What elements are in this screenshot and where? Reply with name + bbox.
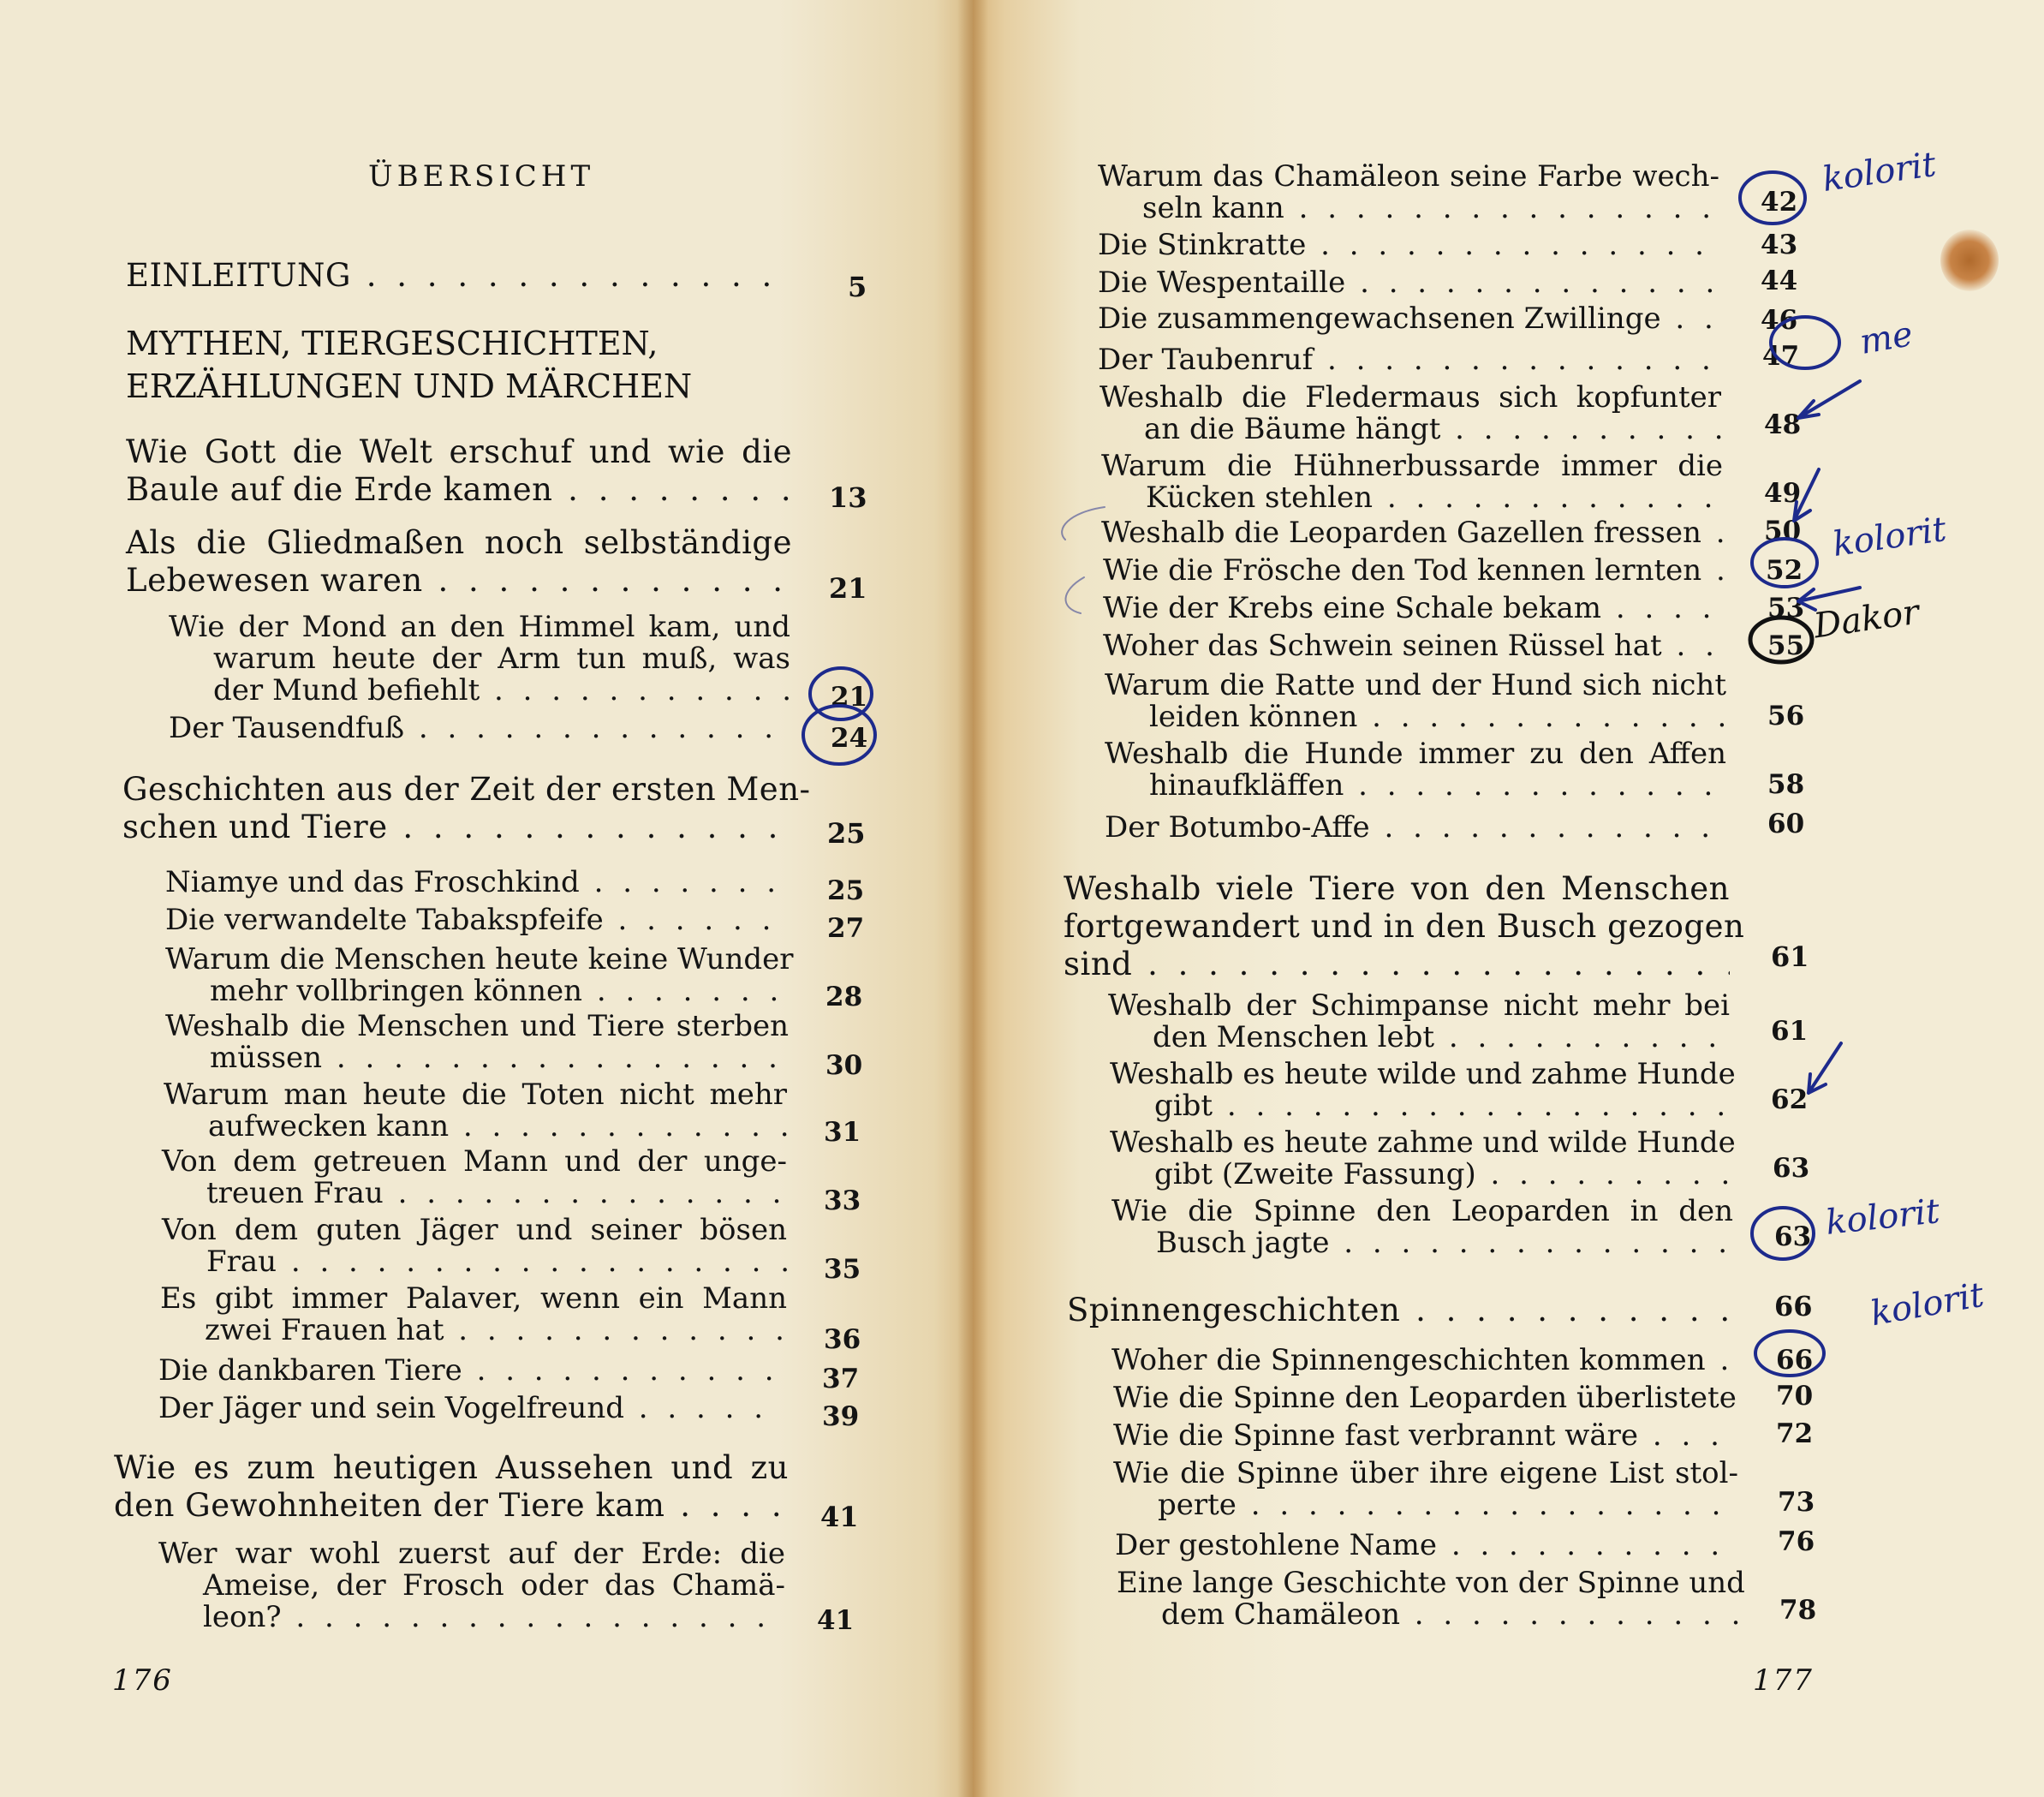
toc-entry (1098, 161, 1719, 224)
page-number: 37 (822, 1364, 860, 1394)
page-number: 24 (831, 723, 868, 754)
toc-entry (1098, 344, 1719, 376)
toc-entry-einleitung (126, 257, 794, 295)
toc-entry (1101, 517, 1723, 549)
handwritten-note: kolorit (1820, 144, 1939, 200)
toc-entry-line: Wie die Spinne fast verbrannt wäre . . . (1113, 1420, 1738, 1452)
toc-entry-line: Der gestohlene Name . . . (1115, 1530, 1740, 1561)
toc-entry-line: Geschichten aus der Zeit der ersten Men- (122, 771, 811, 808)
toc-entry (1111, 1345, 1737, 1376)
toc-entry-line: Weshalb es heute wilde und zahme Hunde (1110, 1057, 1736, 1091)
page-number: 63 (1773, 1153, 1810, 1184)
toc-entry-line: Wie die Spinne den Leoparden in den (1111, 1194, 1733, 1228)
toc-entry-line: Es gibt immer Palaver, wenn ein Mann (160, 1281, 787, 1316)
toc-entry-line: treuen Frau . . . (162, 1178, 787, 1209)
page-number: 60 (1767, 809, 1805, 839)
toc-entry-line: Die zusammengewachsenen Zwillinge . . . (1098, 303, 1719, 335)
page-number: 66 (1774, 1290, 1813, 1322)
toc-entry (158, 1393, 785, 1424)
page-number: 21 (829, 572, 867, 605)
toc-entry-line: Der Taubenruf . . . (1098, 344, 1719, 376)
toc-entry (1064, 870, 1745, 983)
toc-entry (1103, 593, 1723, 624)
page-number: 13 (829, 481, 867, 514)
page-number: 70 (1776, 1381, 1814, 1412)
toc-entry-line: Von dem guten Jäger und seiner bösen (162, 1213, 787, 1247)
toc-entry-line: Warum die Hühnerbussarde immer die (1101, 449, 1723, 483)
toc-entry (1111, 1196, 1733, 1259)
page-number: 52 (1766, 555, 1803, 586)
toc-entry-line: Woher die Spinnengeschichten kommen . . . (1111, 1345, 1737, 1376)
page-number: 35 (824, 1254, 861, 1285)
page-number: 36 (824, 1324, 861, 1355)
page-number: 31 (824, 1117, 861, 1148)
page-number: 76 (1778, 1526, 1815, 1557)
toc-entry-line: Weshalb es heute zahme und wilde Hunde (1110, 1125, 1736, 1160)
toc-entry-line: Ameise, der Frosch oder das Chamä- (203, 1568, 785, 1603)
toc-entry-line: Wie Gott die Welt erschuf und wie die (126, 433, 792, 470)
page-number: 44 (1761, 266, 1798, 296)
toc-entry (162, 1215, 787, 1278)
toc-entry-line: perte . . . (1113, 1490, 1738, 1521)
toc-entry (1099, 382, 1721, 445)
toc-entry (126, 433, 792, 509)
toc-entry-line: Spinnengeschichten . . . (1067, 1292, 1737, 1329)
toc-entry-line: seln kann . . . (1098, 193, 1719, 224)
toc-entry (1103, 555, 1723, 587)
toc-entry (1108, 990, 1730, 1054)
page-number: 73 (1778, 1487, 1815, 1518)
toc-entry-line: Wie die Spinne über ihre eigene List stol- (1113, 1456, 1738, 1490)
page-number: 47 (1762, 341, 1800, 372)
page-number: 63 (1774, 1221, 1812, 1252)
toc-entry (1113, 1458, 1738, 1521)
toc-entry-line: dem Chamäleon . . . (1117, 1599, 1743, 1631)
page-number: 43 (1761, 230, 1798, 260)
toc-entry-line: Weshalb die Fledermaus sich kopfunter (1099, 380, 1721, 415)
page-number: 46 (1761, 305, 1798, 336)
toc-entry-line: Die Stinkratte . . . (1098, 230, 1719, 261)
toc-entry-line: Die Wespentaille . . . (1098, 267, 1719, 299)
handwritten-note: kolorit (1830, 509, 1949, 565)
toc-entry-line: der Mund befiehlt . . . (169, 675, 790, 707)
page-number: 25 (827, 817, 866, 850)
toc-entry-line: Von dem getreuen Mann und der unge- (162, 1144, 787, 1179)
toc-entry (165, 1011, 789, 1074)
toc-entry-line: Weshalb der Schimpanse nicht mehr bei (1108, 988, 1730, 1023)
page-number: 56 (1767, 701, 1805, 731)
toc-entry-line: Warum die Menschen heute keine Wunder (165, 942, 794, 976)
toc-entry-line: Baule auf die Erde kamen . . . (126, 471, 792, 509)
page-number: 27 (827, 913, 865, 944)
page-number: 66 (1776, 1345, 1814, 1376)
toc-entry (1101, 451, 1723, 514)
toc-entry-line: leon? . . . (158, 1602, 785, 1633)
left-page (0, 0, 973, 1797)
handwritten-note: Dakor (1811, 592, 1922, 647)
toc-entry-line: warum heute der Arm tun muß, was (213, 642, 790, 676)
toc-entry-line: fortgewandert und in den Busch gezogen (1064, 908, 1745, 945)
toc-entry-line: Wer war wohl zuerst auf der Erde: die (158, 1537, 785, 1571)
toc-entry (158, 1538, 785, 1633)
toc-entry-line: Weshalb die Hunde immer zu den Affen (1105, 737, 1726, 771)
toc-entry-line: Der Tausendfuß . . . (169, 713, 790, 744)
handwritten-note: kolorit (1868, 1275, 1987, 1334)
toc-entry-line: Die verwandelte Tabakspfeife . . . (165, 904, 787, 936)
toc-entry-line: schen und Tiere . . . (122, 809, 794, 846)
toc-entry (165, 904, 787, 936)
toc-entry-line: gibt (Zweite Fassung) . . . (1110, 1159, 1731, 1191)
page-number: 33 (824, 1185, 861, 1216)
page-number: 50 (1764, 516, 1802, 546)
toc-entry (164, 1079, 787, 1143)
toc-entry (162, 1146, 787, 1209)
section-heading (126, 322, 692, 408)
page-number: 41 (820, 1501, 859, 1533)
section-heading-line: MYTHEN, TIERGESCHICHTEN, (126, 325, 658, 362)
page-number: 5 (848, 271, 867, 303)
toc-entry-line: Woher das Schwein seinen Rüssel hat . . . (1103, 630, 1723, 662)
toc-entry (1117, 1567, 1743, 1631)
page-title: ÜBERSICHT (368, 159, 595, 194)
toc-entry-line: den Gewohnheiten der Tiere kam . . . (114, 1487, 789, 1525)
toc-entry (122, 771, 811, 846)
toc-entry (114, 1449, 789, 1525)
toc-entry (160, 1283, 787, 1346)
toc-entry-line: Eine lange Geschichte von der Spinne und (1117, 1566, 1745, 1600)
toc-entry (1110, 1125, 1736, 1191)
page-number: 42 (1761, 187, 1798, 218)
toc-entry-line: zwei Frauen hat . . . (160, 1315, 787, 1346)
toc-entry-line: Wie der Mond an den Himmel kam, und (169, 610, 790, 644)
toc-entry-line: an die Bäume hängt . . . (1099, 414, 1721, 445)
toc-entry-line: hinaufkläffen . . . (1105, 770, 1726, 802)
toc-entry (1105, 812, 1726, 844)
toc-entry (1115, 1530, 1740, 1561)
toc-entry-line: Weshalb viele Tiere von den Menschen (1064, 870, 1730, 907)
page-number: 61 (1771, 1016, 1809, 1047)
toc-entry (1105, 670, 1726, 733)
toc-entry-line: Die dankbaren Tiere . . . (158, 1355, 785, 1387)
toc-entry (1103, 630, 1723, 662)
toc-entry-line: müssen . . . (165, 1042, 789, 1074)
page-number: 25 (827, 875, 865, 906)
page-number: 21 (831, 682, 868, 713)
page-number: 55 (1767, 630, 1805, 661)
toc-entry (165, 942, 794, 1007)
toc-entry-title: EINLEITUNG . . . (126, 257, 794, 295)
toc-entry (1098, 230, 1719, 261)
toc-entry-line: Weshalb die Menschen und Tiere sterben (165, 1009, 789, 1043)
page-number: 78 (1779, 1595, 1817, 1626)
toc-entry-line: Der Jäger und sein Vogelfreund . . . (158, 1393, 785, 1424)
toc-entry-line: Wie die Frösche den Tod kennen lernten . . . (1103, 555, 1723, 587)
toc-entry-line: mehr vollbringen können . . . (165, 976, 789, 1007)
toc-entry-line: gibt . . . (1110, 1090, 1731, 1122)
toc-entry-line: Wie der Krebs eine Schale bekam . . . (1103, 593, 1723, 624)
toc-entry-line: Wie die Spinne den Leoparden überlistete . . . (1113, 1382, 1743, 1414)
toc-entry-line: Warum man heute die Toten nicht mehr (164, 1078, 787, 1112)
toc-entry-line: leiden können . . . (1105, 701, 1726, 733)
page-number: 62 (1771, 1084, 1809, 1115)
toc-entry-line: Frau . . . (162, 1246, 787, 1278)
page-number: 48 (1764, 409, 1802, 440)
toc-entry-line: Niamye und das Froschkind . . . (165, 867, 787, 898)
toc-entry (1105, 738, 1726, 802)
toc-entry-line: Busch jagte . . . (1111, 1227, 1733, 1259)
toc-entry-line: Warum die Ratte und der Hund sich nicht (1105, 668, 1726, 702)
toc-entry-line: Wie es zum heutigen Aussehen und zu (114, 1449, 789, 1486)
right-page (973, 0, 2044, 1797)
toc-entry-line: aufwecken kann . . . (164, 1111, 787, 1143)
handwritten-note: kolorit (1823, 1191, 1942, 1243)
toc-entry (169, 612, 790, 707)
page-number: 61 (1771, 940, 1809, 973)
toc-entry-line: Lebewesen waren . . . (126, 562, 792, 600)
page-number: 41 (817, 1605, 855, 1636)
page-number: 28 (825, 982, 863, 1012)
page-number: 49 (1764, 478, 1802, 509)
toc-entry (1110, 1057, 1736, 1122)
toc-entry-line: Weshalb die Leoparden Gazellen fressen . . . (1101, 517, 1723, 549)
toc-entry (169, 713, 790, 744)
toc-entry-line: sind . . . (1064, 946, 1730, 983)
page-folio: 177 (1753, 1663, 1814, 1698)
page-number: 39 (822, 1401, 860, 1432)
toc-entry-line: Als die Gliedmaßen noch selbständige (126, 524, 792, 561)
toc-entry (158, 1355, 785, 1387)
toc-entry (1067, 1292, 1737, 1329)
toc-entry (165, 867, 787, 898)
toc-entry (1113, 1420, 1738, 1452)
toc-entry (1098, 303, 1719, 335)
toc-entry-line: Warum das Chamäleon seine Farbe wech- (1098, 159, 1719, 194)
page-number: 30 (825, 1050, 863, 1081)
ink-stain (1940, 230, 1999, 291)
toc-entry-line: Der Botumbo-Affe . . . (1105, 812, 1726, 844)
page-folio: 176 (112, 1663, 173, 1698)
toc-entry (1113, 1382, 1743, 1414)
section-heading-line: ERZÄHLUNGEN UND MÄRCHEN (126, 367, 693, 405)
page-number: 72 (1776, 1418, 1814, 1449)
page-number: 53 (1767, 593, 1805, 624)
page-number: 58 (1767, 769, 1805, 800)
toc-entry (126, 524, 792, 600)
toc-entry-line: den Menschen lebt . . . (1108, 1022, 1730, 1054)
toc-entry (1098, 267, 1719, 299)
toc-entry-line: Kücken stehlen . . . (1101, 482, 1723, 514)
handwritten-note: me (1856, 314, 1916, 362)
